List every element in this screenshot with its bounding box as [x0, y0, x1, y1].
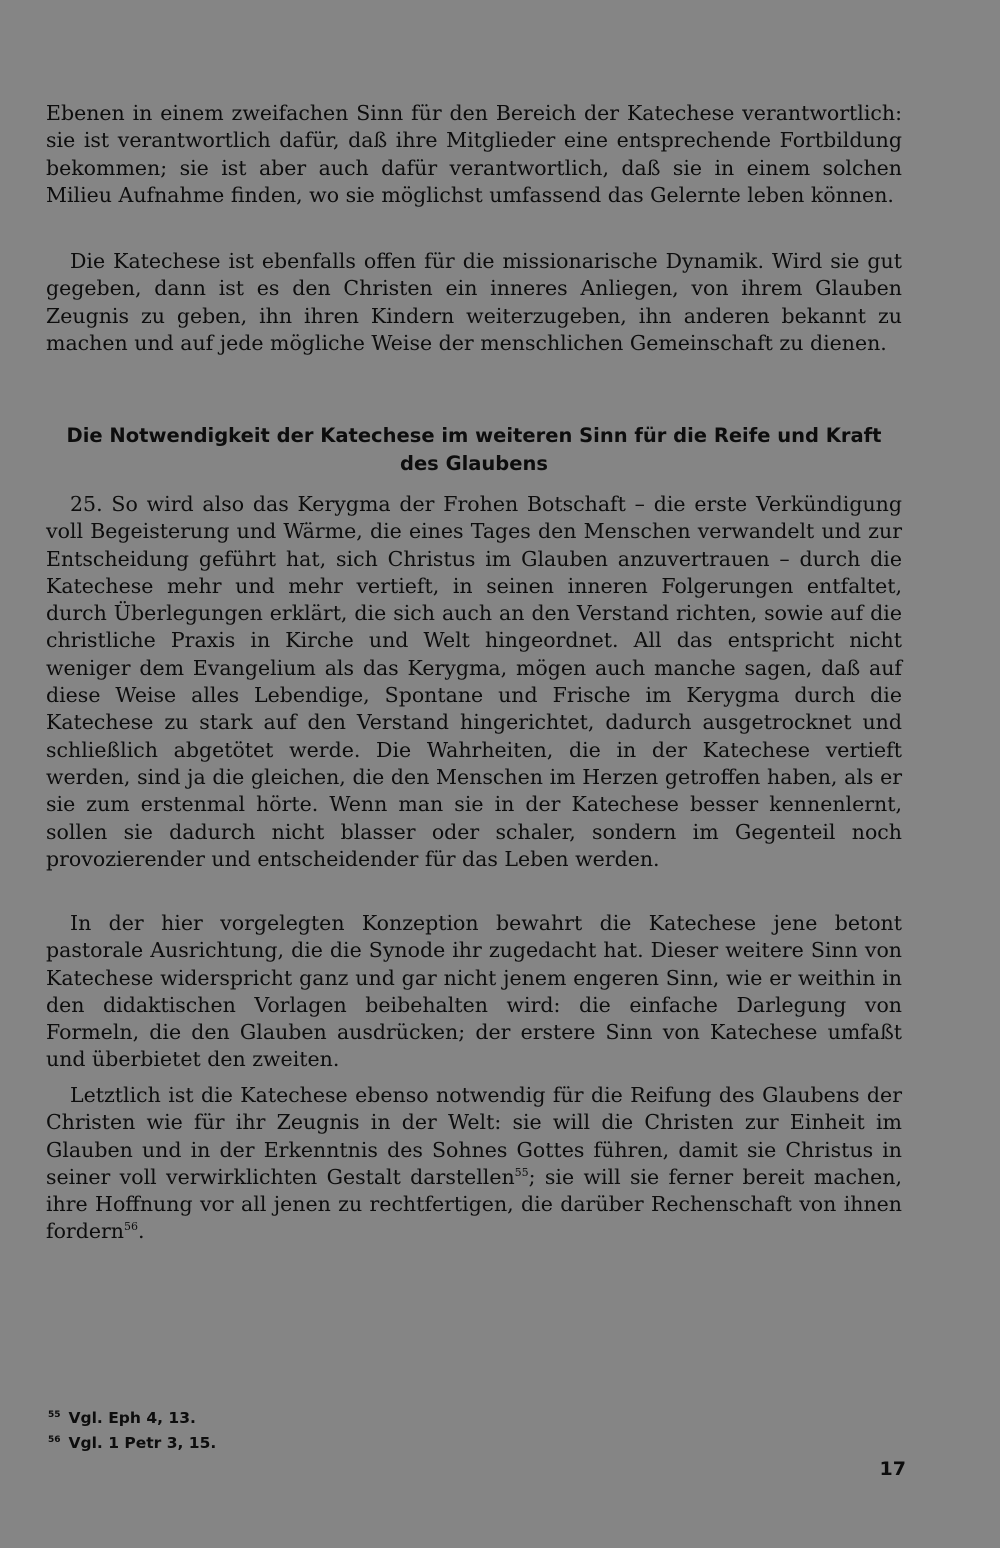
paragraph-3: 25. So wird also das Kerygma der Frohen Botschaft – die erste Verkündigung voll Begeisterung und Wärme, die eines Tages den Menschen verwandelt und zur Entscheidung geführt hat, sich Christus im Glauben anzuvertrauen – durch die Katechese mehr und mehr vertieft, in seinen inneren Folgerungen entfaltet, durch Überlegungen erklärt, die sich auch an den Verstand richten, sowie auf die christliche Praxis in Kirche und Welt hingeordnet. All das entspricht nicht weniger dem Evangelium als das Kerygma, mögen auch manche sagen, daß auf diese Weise alles Lebendige, Spontane und Frische im Kerygma durch die Katechese zu stark auf den Verstand hingerichtet, dadurch ausgetrocknet und schließlich abgetötet werde. Die Wahrheiten, die in der Katechese vertieft werden, sind ja die gleichen, die den Menschen im Herzen getroffen haben, als er sie zum erstenmal hörte. Wenn man sie in der Katechese besser kennenlernt, sollen sie dadurch nicht blasser oder schaler, sondern im Gegenteil noch provozierender und entscheidender für das Leben werden.	[46, 492, 902, 871]
paragraph-5-part-c: .	[138, 1219, 145, 1244]
footnote-mark: 56	[48, 1435, 61, 1446]
footnote-ref-56[interactable]: 56	[124, 1220, 138, 1234]
footnote-mark: 55	[48, 1410, 61, 1420]
section-heading: Die Notwendigkeit der Katechese im weiteren Sinn für die Reife und Kraft des Glaubens	[66, 424, 882, 475]
paragraph-5-part-b: ; sie will sie ferner bereit machen, ihre Hoffnung vor all jenen zu rechtfertigen, die darüber Rechenschaft von ihnen fordern	[46, 1164, 903, 1244]
page-number: 17	[879, 1458, 906, 1480]
footnote-ref-55[interactable]: 55	[514, 1166, 529, 1180]
footnote-55	[48, 1404, 216, 1429]
footnote-text: Vgl. Eph 4, 13.	[68, 1409, 196, 1428]
footnotes	[48, 1404, 216, 1454]
paragraph-2: Die Katechese ist ebenfalls offen für die missionarische Dynamik. Wird sie gut gegeben, dann ist es den Christen ein inneres Anliegen, von ihrem Glauben Zeugnis zu geben, ihn ihren Kindern weiterzugeben, ihn anderen bekannt zu machen und auf jede mögliche Weise der menschlichen Gemeinschaft zu dienen.	[46, 249, 902, 355]
paragraph-1: Ebenen in einem zweifachen Sinn für den Bereich der Katechese verantwortlich: sie ist verantwortlich dafür, daß ihre Mitglieder eine entsprechende Fortbildung bekommen; sie ist aber auch dafür verantwortlich, daß sie in einem solchen Milieu Aufnahme finden, wo sie möglichst umfassend das Gelernte leben können.	[46, 101, 902, 207]
footnote-text: Vgl. 1 Petr 3, 15.	[68, 1434, 217, 1453]
footnote-56	[48, 1429, 216, 1454]
paragraph-5	[46, 1082, 902, 1246]
paragraph-4: In der hier vorgelegten Konzeption bewahrt die Katechese jene betont pastorale Ausrichtung, die die Synode ihr zugedacht hat. Dieser weitere Sinn von Katechese widerspricht ganz und gar nicht jenem engeren Sinn, wie er weithin in den didaktischen Vorlagen beibehalten wird: die einfache Darlegung von Formeln, die den Glauben ausdrücken; der erstere Sinn von Katechese umfaßt und überbietet den zweiten.	[46, 911, 902, 1072]
paragraph-5-part-a: Letztlich ist die Katechese ebenso notwendig für die Reifung des Glaubens der Christen wie für ihr Zeugnis in der Welt: sie will die Christen zur Einheit im Glauben und in der Erkenntnis des Sohnes Gottes führen, damit sie Christus in seiner voll verwirklichten Gestalt darstellen	[46, 1083, 902, 1189]
